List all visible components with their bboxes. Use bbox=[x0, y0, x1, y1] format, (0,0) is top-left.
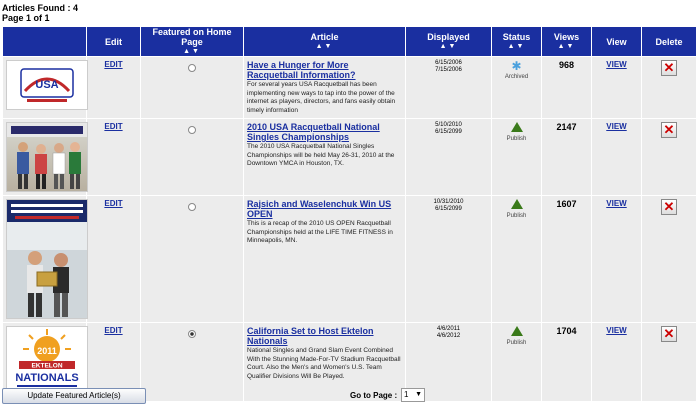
featured-radio-selected[interactable] bbox=[188, 330, 196, 338]
view-link[interactable]: VIEW bbox=[606, 60, 627, 69]
edit-link[interactable]: EDIT bbox=[104, 326, 123, 335]
display-end-date: 4/6/2012 bbox=[436, 333, 461, 339]
publish-icon bbox=[511, 122, 523, 132]
svg-text:NATIONALS: NATIONALS bbox=[15, 372, 79, 384]
delete-button[interactable] bbox=[661, 326, 677, 342]
results-summary bbox=[2, 3, 78, 23]
status-label: Publish bbox=[506, 340, 527, 346]
header-article[interactable]: Article ▲▼ bbox=[244, 27, 406, 57]
status-label: Publish bbox=[506, 136, 527, 142]
header-views[interactable]: Views ▲▼ bbox=[542, 27, 592, 57]
goto-page-label: Go to Page : bbox=[350, 391, 398, 400]
article-title-link[interactable]: California Set to Host Ektelon Nationals bbox=[247, 326, 374, 346]
sort-arrows-icon[interactable]: ▲▼ bbox=[315, 43, 334, 50]
article-description: The 2010 USA Racquetball National Singles Championships will be held May 26-31, 2010 at the Downtown YMCA in Houston, TX. bbox=[247, 143, 395, 167]
status-label: Publish bbox=[506, 213, 527, 219]
thumbnail-cell bbox=[3, 57, 87, 119]
views-count: 2147 bbox=[556, 122, 577, 132]
display-start-date: 5/10/2010 bbox=[435, 122, 462, 128]
table-row bbox=[3, 119, 697, 196]
sort-arrows-icon[interactable]: ▲▼ bbox=[507, 43, 526, 50]
article-description: National Singles and Grand Slam Event Combined With the Stunning Made-For-TV Stadium Racquetball Court. Also the Men's and Women's U.S. Team Qualifier Divisions Will Be Played. bbox=[247, 347, 401, 380]
status-label: Archived bbox=[504, 74, 529, 80]
article-title-link[interactable]: 2010 USA Racquetball National Singles Championships bbox=[247, 122, 380, 142]
archived-icon: ✱ bbox=[511, 59, 522, 73]
edit-link[interactable]: EDIT bbox=[104, 122, 123, 131]
close-icon: ✕ bbox=[663, 326, 675, 341]
views-count: 1704 bbox=[556, 326, 577, 336]
table-header-row bbox=[3, 27, 697, 57]
display-start-date: 10/31/2010 bbox=[433, 199, 464, 205]
delete-button[interactable] bbox=[661, 122, 677, 138]
views-count: 1607 bbox=[556, 199, 577, 209]
close-icon: ✕ bbox=[663, 60, 675, 75]
sort-arrows-icon[interactable]: ▲▼ bbox=[439, 43, 458, 50]
players-photo bbox=[6, 122, 88, 192]
sort-arrows-icon[interactable]: ▲▼ bbox=[183, 48, 201, 55]
header-delete: Delete bbox=[642, 27, 697, 57]
featured-radio[interactable] bbox=[188, 126, 196, 134]
article-description: For several years USA Racquetball has been implementing new ways to tap into the power of the internet as players, directors, and fans easily obtain timely information bbox=[247, 81, 396, 114]
header-featured[interactable]: Featured on Home Page ▲▼ bbox=[141, 27, 244, 57]
page-select[interactable] bbox=[401, 388, 425, 402]
delete-button[interactable] bbox=[661, 60, 677, 76]
table-row bbox=[3, 196, 697, 323]
page-indicator: Page 1 of 1 bbox=[2, 13, 50, 23]
featured-radio[interactable] bbox=[188, 64, 196, 72]
svg-text:2011: 2011 bbox=[37, 346, 57, 356]
view-link[interactable]: VIEW bbox=[606, 199, 627, 208]
header-displayed[interactable]: Displayed ▲▼ bbox=[406, 27, 492, 57]
article-description: This is a recap of the 2010 US OPEN Racquetball Championships held at the LIFE TIME FITNESS in Minneapolis, MN. bbox=[247, 220, 393, 244]
display-start-date: 4/6/2011 bbox=[437, 326, 460, 332]
views-count: 968 bbox=[558, 60, 575, 70]
thumbnail-cell bbox=[3, 196, 87, 323]
chevron-down-icon: ▼ bbox=[415, 391, 422, 398]
articles-table bbox=[2, 26, 697, 402]
header-view: View bbox=[592, 27, 642, 57]
header-thumbnail bbox=[3, 27, 87, 57]
view-link[interactable]: VIEW bbox=[606, 122, 627, 131]
champions-photo bbox=[6, 199, 88, 319]
articles-found-count: Articles Found : 4 bbox=[2, 3, 79, 13]
header-edit: Edit bbox=[87, 27, 141, 57]
close-icon: ✕ bbox=[663, 199, 675, 214]
view-link[interactable]: VIEW bbox=[606, 326, 627, 335]
featured-radio[interactable] bbox=[188, 203, 196, 211]
delete-button[interactable] bbox=[661, 199, 677, 215]
display-end-date: 7/15/2006 bbox=[435, 67, 462, 73]
display-end-date: 6/15/2099 bbox=[435, 129, 462, 135]
thumbnail-cell bbox=[3, 119, 87, 196]
usa-racquetball-logo bbox=[6, 60, 88, 110]
display-end-date: 6/15/2099 bbox=[435, 206, 462, 212]
publish-icon bbox=[511, 326, 523, 336]
svg-text:USA: USA bbox=[35, 79, 59, 91]
table-footer bbox=[2, 386, 698, 404]
svg-text:EKTELON: EKTELON bbox=[31, 362, 63, 370]
close-icon: ✕ bbox=[663, 122, 675, 137]
display-start-date: 6/15/2006 bbox=[435, 60, 462, 66]
header-status[interactable]: Status ▲▼ bbox=[492, 27, 542, 57]
page-select-value: 1 bbox=[404, 390, 409, 399]
article-title-link[interactable]: Rajsich and Waselenchuk Win US OPEN bbox=[247, 199, 392, 219]
table-row bbox=[3, 57, 697, 119]
article-title-link[interactable]: Have a Hunger for More Racquetball Information? bbox=[247, 60, 356, 80]
publish-icon bbox=[511, 199, 523, 209]
sort-arrows-icon[interactable]: ▲▼ bbox=[557, 43, 576, 50]
edit-link[interactable]: EDIT bbox=[104, 199, 123, 208]
update-featured-button[interactable]: Update Featured Article(s) bbox=[2, 388, 146, 404]
edit-link[interactable]: EDIT bbox=[104, 60, 123, 69]
